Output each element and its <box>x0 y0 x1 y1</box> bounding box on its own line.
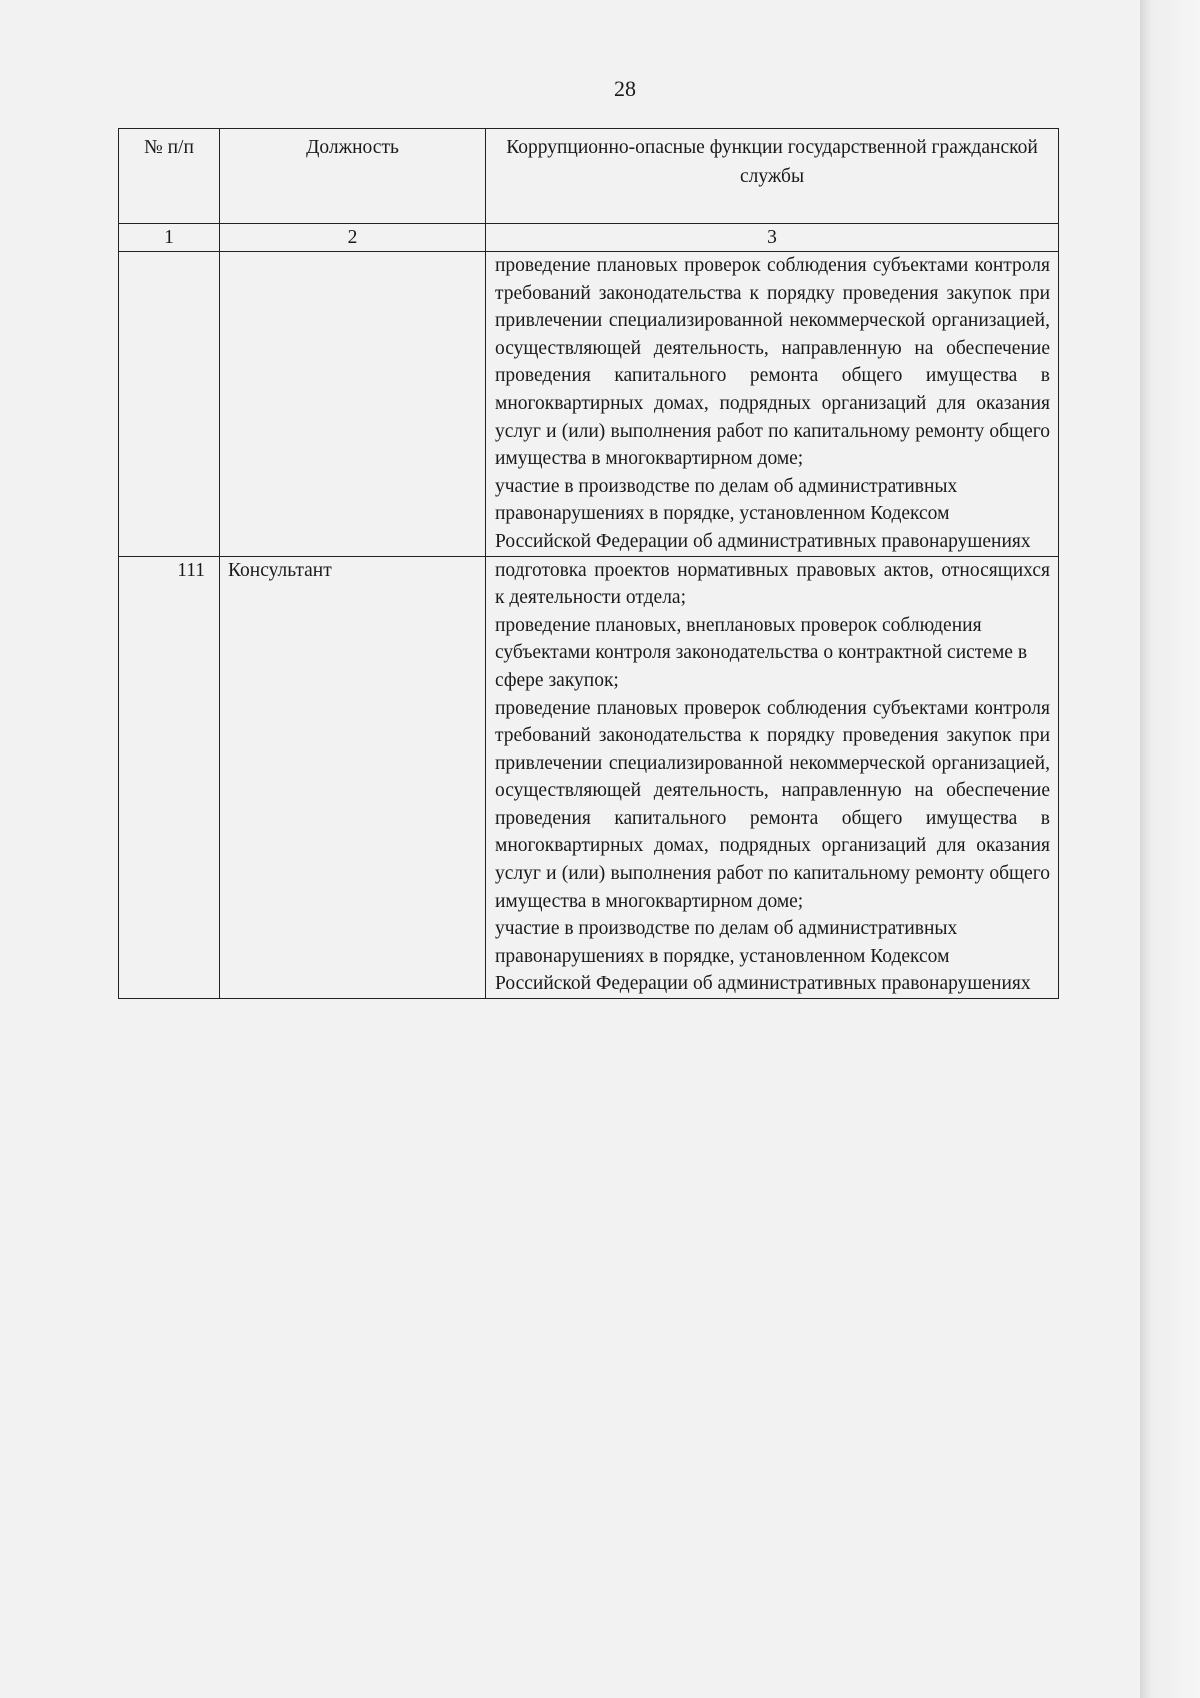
function-item: проведение плановых, внеплановых проверок соблюдения субъектами контроля законодательства о контрактной системе в сфере закупок; <box>495 614 1028 691</box>
table-header-row <box>119 129 1059 224</box>
row-number <box>119 252 220 557</box>
functions-table <box>118 128 1059 999</box>
page-number: 28 <box>614 76 636 101</box>
page-edge-shadow <box>1140 0 1200 1698</box>
row-position: Консультант <box>220 556 486 999</box>
function-item: проведение плановых проверок соблюдения субъектами контроля требований законодательства к порядку проведения закупок при привлечении специализированной некоммерческой организацией, осуществляющей деятельность, направленную на обеспечение проведения капитального ремонта общего имущества в многоквартирных домах, подрядных организаций для оказания услуг и (или) выполнения работ по капитальному ремонту общего имущества в многоквартирном доме; <box>495 255 1050 470</box>
function-item: участие в производстве по делам об административных правонарушениях в порядке, установленном Кодексом Российской Федерации об административных правонарушениях <box>495 918 1031 995</box>
row-position <box>220 252 486 557</box>
row-functions <box>486 556 1059 999</box>
function-item: участие в производстве по делам об административных правонарушениях в порядке, установленном Кодексом Российской Федерации об административных правонарушениях <box>495 475 1031 552</box>
column-numbers-row <box>119 224 1059 252</box>
column-number: 1 <box>119 224 220 252</box>
header-num: № п/п <box>119 129 220 224</box>
column-number: 2 <box>220 224 486 252</box>
table-row <box>119 252 1059 557</box>
header-functions: Коррупционно-опасные функции государственной гражданской службы <box>486 129 1059 224</box>
row-number: 111 <box>119 556 220 999</box>
table-row <box>119 556 1059 999</box>
row-functions <box>486 252 1059 557</box>
function-item: подготовка проектов нормативных правовых актов, относящихся к деятельности отдела; <box>495 559 1050 609</box>
header-position: Должность <box>220 129 486 224</box>
function-item: проведение плановых проверок соблюдения субъектами контроля требований законодательства к порядку проведения закупок при привлечении специализированной некоммерческой организацией, осуществляющей деятельность, направленную на обеспечение проведения капитального ремонта общего имущества в многоквартирных домах, подрядных организаций для оказания услуг и (или) выполнения работ по капитальному ремонту общего имущества в многоквартирном доме; <box>495 697 1050 912</box>
column-number: 3 <box>486 224 1059 252</box>
